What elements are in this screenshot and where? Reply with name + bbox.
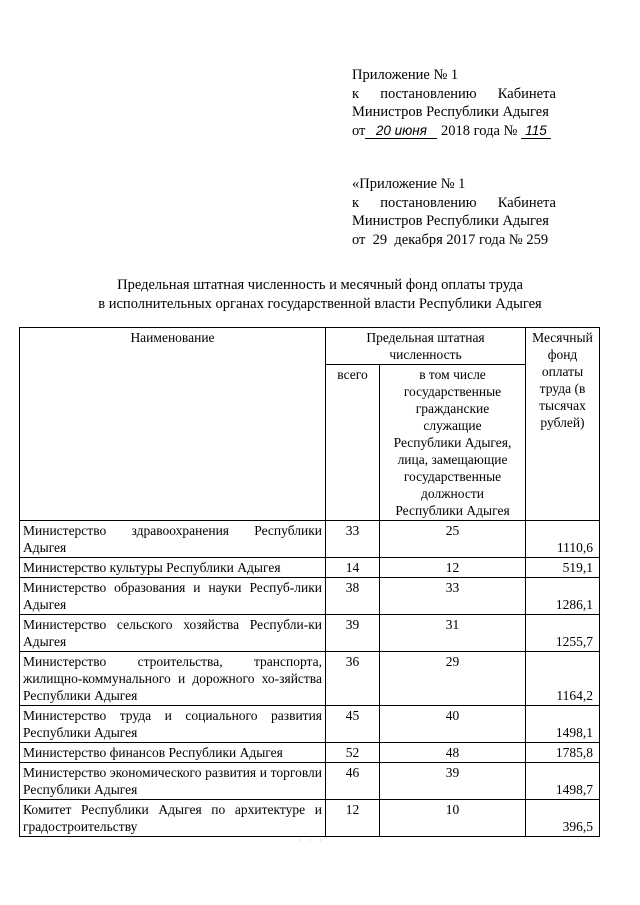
row-fund: 1255,7 xyxy=(526,615,600,652)
row-civil: 29 xyxy=(380,652,526,706)
row-total: 45 xyxy=(326,706,380,743)
row-total: 36 xyxy=(326,652,380,706)
word-kabineta: Кабинета xyxy=(497,194,556,211)
row-fund: 1110,6 xyxy=(526,521,600,558)
row-civil: 25 xyxy=(380,521,526,558)
row-fund: 1164,2 xyxy=(526,652,600,706)
header-fund: Месячный фонд оплаты труда (в тысячах рублей) xyxy=(526,328,600,521)
appendix-current xyxy=(352,66,556,140)
row-name: Министерство финансов Республики Адыгея xyxy=(20,743,326,763)
row-total: 12 xyxy=(326,800,380,837)
row-name: Министерство труда и социального развития Республики Адыгея xyxy=(20,706,326,743)
word-k: к xyxy=(352,194,360,211)
row-total: 39 xyxy=(326,615,380,652)
document-title-line1: Предельная штатная численность и месячный фонд оплаты труда xyxy=(117,277,523,293)
table-row xyxy=(20,800,600,837)
row-name: Министерство экономического развития и торговли Республики Адыгея xyxy=(20,763,326,800)
row-fund: 1498,7 xyxy=(526,763,600,800)
table-header-row xyxy=(20,328,600,365)
table-row xyxy=(20,558,600,578)
header-civil-servants: в том числе государственные гражданские служащие Республики Адыгея, лица, замещающие государственные должности Республики Адыгея xyxy=(380,365,526,521)
row-civil: 10 xyxy=(380,800,526,837)
row-fund: 1498,1 xyxy=(526,706,600,743)
row-civil: 12 xyxy=(380,558,526,578)
appendix-prev-date: от 29 декабря 2017 года № 259 xyxy=(352,231,549,248)
table-row xyxy=(20,652,600,706)
table-row xyxy=(20,578,600,615)
table-row xyxy=(20,615,600,652)
word-k: к xyxy=(352,85,360,102)
date-suffix: 2018 года № xyxy=(441,122,518,139)
row-name: Министерство образования и науки Респуб-лики Адыгея xyxy=(20,578,326,615)
word-postanovleniyu: постановлению xyxy=(380,194,477,211)
row-total: 52 xyxy=(326,743,380,763)
header-limit-group: Предельная штатная численность xyxy=(326,328,526,365)
appendix-line3: Министров Республики Адыгея xyxy=(352,104,549,120)
row-name: Комитет Республики Адыгея по архитектуре и градостроительству xyxy=(20,800,326,837)
row-total: 38 xyxy=(326,578,380,615)
table-row xyxy=(20,706,600,743)
row-civil: 31 xyxy=(380,615,526,652)
row-name: Министерство сельского хозяйства Республи-ки Адыгея xyxy=(20,615,326,652)
row-name: Министерство культуры Республики Адыгея xyxy=(20,558,326,578)
row-civil: 33 xyxy=(380,578,526,615)
table-row xyxy=(20,763,600,800)
appendix-prev-line3: Министров Республики Адыгея xyxy=(352,213,549,229)
table-row xyxy=(20,521,600,558)
row-civil: 39 xyxy=(380,763,526,800)
word-postanovleniyu: постановлению xyxy=(380,85,477,102)
appendix-line2 xyxy=(352,85,556,104)
appendix-prev-line2 xyxy=(352,194,556,213)
word-kabineta: Кабинета xyxy=(497,85,556,102)
table-row xyxy=(20,743,600,763)
row-fund: 1286,1 xyxy=(526,578,600,615)
row-civil: 48 xyxy=(380,743,526,763)
row-fund: 1785,8 xyxy=(526,743,600,763)
row-name: Министерство здравоохранения Республики Адыгея xyxy=(20,521,326,558)
row-fund: 396,5 xyxy=(526,800,600,837)
document-title-line2: в исполнительных органах государственной власти Республики Адыгея xyxy=(98,296,542,312)
row-name: Министерство строительства, транспорта, жилищно-коммунального и дорожного хо-зяйства Республики Адыгея xyxy=(20,652,326,706)
appendix-title: Приложение № 1 xyxy=(352,67,459,83)
row-fund: 519,1 xyxy=(526,558,600,578)
appendix-prev-title: «Приложение № 1 xyxy=(352,176,466,192)
date-prefix: от xyxy=(352,122,366,139)
header-name: Наименование xyxy=(20,328,326,521)
staffing-table xyxy=(19,327,600,837)
table-body xyxy=(20,521,600,837)
header-total: всего xyxy=(326,365,380,521)
appendix-date-line xyxy=(352,122,556,141)
row-total: 33 xyxy=(326,521,380,558)
scan-artifact: · · · xyxy=(298,836,325,845)
row-civil: 40 xyxy=(380,706,526,743)
handwritten-number: 115 xyxy=(521,124,551,139)
document-title xyxy=(40,276,600,314)
row-total: 46 xyxy=(326,763,380,800)
handwritten-date: 20 июня xyxy=(365,124,437,139)
row-total: 14 xyxy=(326,558,380,578)
appendix-previous xyxy=(352,175,556,249)
